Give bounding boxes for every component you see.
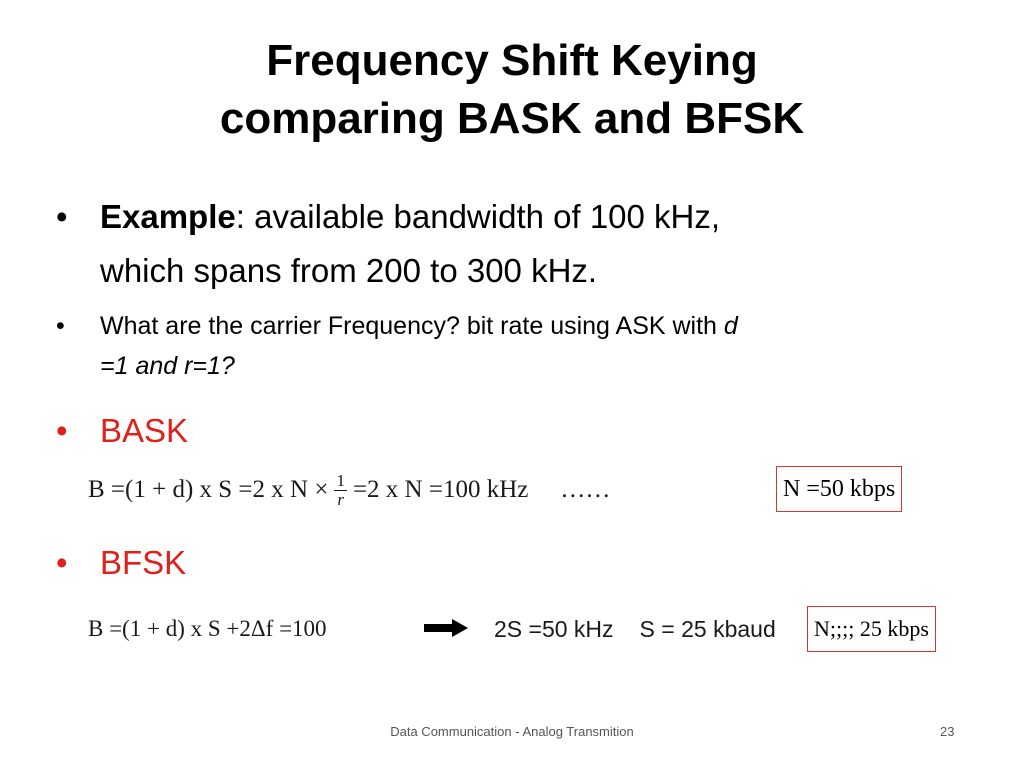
- bullet-bfsk: [56, 540, 186, 586]
- bask-result-box: [776, 466, 902, 512]
- bask-eq-part-2: =2 x N =100 kHz: [352, 476, 529, 503]
- fraction-numerator: 1: [336, 470, 345, 490]
- fraction-denominator: r: [337, 489, 344, 509]
- bask-eq-dots: ……: [560, 476, 611, 503]
- bullet-question: [56, 306, 956, 386]
- bfsk-eq-part-2-wrap: [494, 606, 776, 652]
- bfsk-eq-part-1: B =(1 + d) x S +2Δf =100: [88, 616, 327, 641]
- bask-eq-fraction: [334, 472, 347, 509]
- slide-footer: Data Communication - Analog Transmition: [390, 724, 634, 739]
- right-arrow-icon: [424, 618, 468, 638]
- bfsk-equation: [88, 606, 327, 652]
- title-line-2: comparing BASK and BFSK: [219, 94, 805, 143]
- bullet-dot: •: [56, 412, 68, 449]
- question-d: d: [723, 312, 738, 340]
- bask-label: BASK: [100, 412, 189, 449]
- example-text-line-1: : available bandwidth of 100 kHz,: [235, 198, 721, 235]
- page-number: 23: [940, 724, 955, 739]
- example-label: Example: [100, 198, 236, 235]
- example-text-line-2: which spans from 200 to 300 kHz.: [100, 252, 598, 289]
- question-text-line-2: =1 and r=1?: [100, 352, 235, 380]
- bullet-dot: •: [56, 198, 68, 235]
- bullet-example: [56, 190, 936, 298]
- bask-result: N =50 kbps: [783, 475, 896, 502]
- bfsk-result-box: [807, 606, 936, 652]
- bfsk-result: N;;;; 25 kbps: [814, 616, 929, 641]
- bfsk-eq-part-3: S = 25 kbaud: [639, 615, 776, 642]
- bfsk-eq-part-2: 2S =50 kHz: [494, 615, 614, 642]
- slide-title: [0, 32, 1024, 148]
- title-line-1: Frequency Shift Keying: [266, 36, 758, 85]
- question-text-line-1: What are the carrier Frequency? bit rate using ASK with: [100, 312, 724, 340]
- bullet-dot: •: [56, 544, 68, 581]
- bfsk-label: BFSK: [100, 544, 187, 581]
- bullet-bask: [56, 408, 188, 454]
- bask-equation: [88, 462, 610, 518]
- bullet-dot: •: [56, 312, 65, 340]
- bask-eq-part-1: B =(1 + d) x S =2 x N ×: [88, 476, 329, 503]
